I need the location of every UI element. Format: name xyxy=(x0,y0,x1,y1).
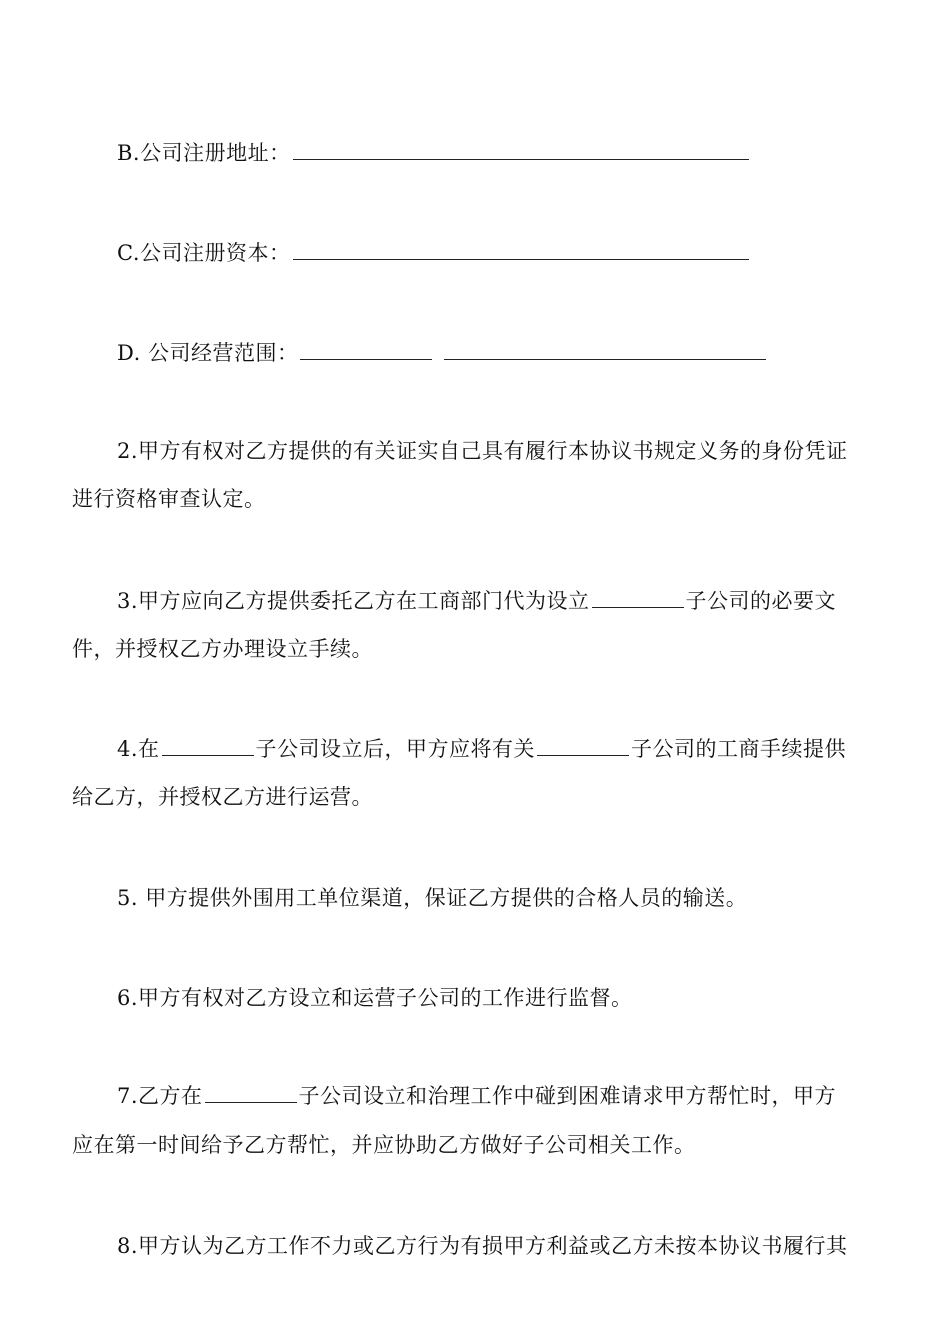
item-b-label: B.公司注册地址： xyxy=(117,141,291,165)
clause-3-line-2: 件，并授权乙方办理设立手续。 xyxy=(72,637,373,661)
clause-7-line-1 xyxy=(117,1081,836,1111)
clause-4-blank-1[interactable] xyxy=(162,735,254,756)
clause-7-text-a: 7.乙方在 xyxy=(117,1084,203,1108)
clause-3-text-a: 3.甲方应向乙方提供委托乙方在工商部门代为设立 xyxy=(117,589,590,613)
clause-4-text-a: 4.在 xyxy=(117,737,160,761)
item-b-blank[interactable] xyxy=(293,139,749,160)
item-c-registered-capital xyxy=(117,238,751,268)
clause-7-blank[interactable] xyxy=(205,1082,297,1103)
item-d-blank-2[interactable] xyxy=(444,339,766,360)
clause-4-text-b: 子公司设立后，甲方应将有关 xyxy=(255,737,536,761)
clause-2-line-2: 进行资格审查认定。 xyxy=(72,487,266,511)
clause-3-line-1 xyxy=(117,586,836,616)
clause-2-line-1: 2.甲方有权对乙方提供的有关证实自己具有履行本协议书规定义务的身份凭证 xyxy=(117,439,848,463)
item-b-registered-address xyxy=(117,138,751,168)
clause-7-text-b: 子公司设立和治理工作中碰到困难请求甲方帮忙时，甲方 xyxy=(298,1084,837,1108)
clause-5-line-1: 5. 甲方提供外围用工单位渠道，保证乙方提供的合格人员的输送。 xyxy=(117,886,748,910)
item-c-blank[interactable] xyxy=(293,239,749,260)
clause-4-line-1 xyxy=(117,734,846,764)
clause-3-blank[interactable] xyxy=(592,587,684,608)
item-d-business-scope xyxy=(117,338,768,368)
item-c-label: C.公司注册资本： xyxy=(117,241,291,265)
clause-4-blank-2[interactable] xyxy=(537,735,629,756)
clause-8-line-1: 8.甲方认为乙方工作不力或乙方行为有损甲方利益或乙方未按本协议书履行其 xyxy=(117,1234,848,1258)
clause-4-line-2: 给乙方，并授权乙方进行运营。 xyxy=(72,785,373,809)
clause-6-line-1: 6.甲方有权对乙方设立和运营子公司的工作进行监督。 xyxy=(117,986,633,1010)
item-d-blank-1[interactable] xyxy=(300,339,432,360)
clause-4-text-c: 子公司的工商手续提供 xyxy=(631,737,847,761)
clause-7-line-2: 应在第一时间给予乙方帮忙，并应协助乙方做好子公司相关工作。 xyxy=(72,1133,696,1157)
item-d-label: D. 公司经营范围： xyxy=(117,341,299,365)
clause-3-text-b: 子公司的必要文 xyxy=(685,589,837,613)
